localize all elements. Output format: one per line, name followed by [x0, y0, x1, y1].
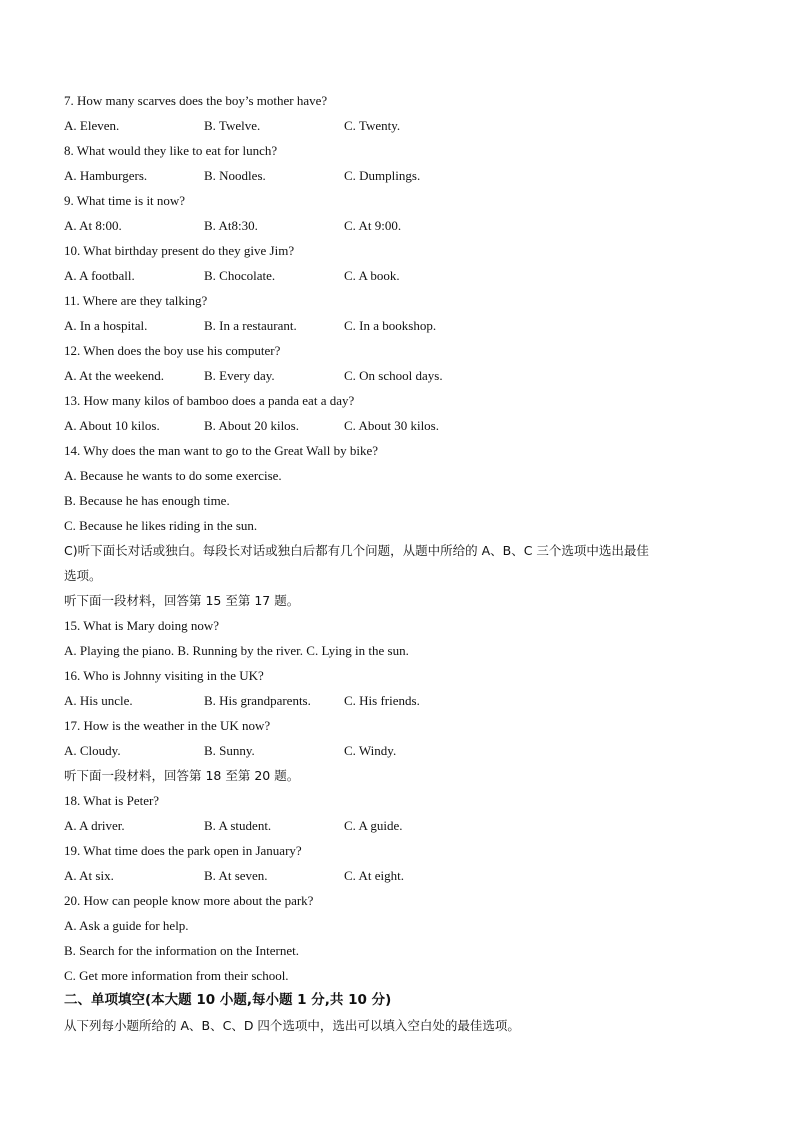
instruction-text: 听下面一段材料，回答第 18 至第 20 题。 [64, 768, 300, 783]
answer-option: C. A book. [344, 268, 400, 283]
answer-options [64, 113, 744, 138]
question-text: 12. When does the boy use his computer? [64, 343, 281, 358]
answer-option: B. A student. [204, 818, 272, 833]
answer-option: C. Windy. [344, 743, 397, 758]
answer-options [64, 863, 744, 888]
answer-option: B. Every day. [204, 368, 275, 383]
answer-option: C. Twenty. [344, 118, 401, 133]
question-text: 7. How many scarves does the boy’s mother have? [64, 93, 328, 108]
question-text: 20. How can people know more about the park? [64, 893, 314, 908]
answer-option: A. At six. [64, 868, 114, 883]
answer-option-line: C. Because he likes riding in the sun. [64, 518, 258, 533]
answer-option-line: A. Because he wants to do some exercise. [64, 468, 282, 483]
answer-options [64, 213, 744, 238]
answer-option: A. At 8:00. [64, 218, 122, 233]
question-text: 16. Who is Johnny visiting in the UK? [64, 668, 264, 683]
answer-options [64, 263, 744, 288]
answer-option: C. In a bookshop. [344, 318, 437, 333]
answer-option: A. About 10 kilos. [64, 418, 160, 433]
answer-option: C. Dumplings. [344, 168, 421, 183]
answer-option-line: A. Playing the piano. B. Running by the river. C. Lying in the sun. [64, 643, 409, 658]
answer-options [64, 738, 744, 763]
answer-option-line: C. Get more information from their school. [64, 968, 289, 983]
answer-options [64, 413, 744, 438]
answer-options [64, 163, 744, 188]
answer-option: C. A guide. [344, 818, 403, 833]
answer-option: B. In a restaurant. [204, 318, 297, 333]
answer-option: B. At seven. [204, 868, 268, 883]
instruction-text: 选项。 [64, 568, 102, 583]
answer-option: A. Hamburgers. [64, 168, 148, 183]
answer-option: A. His uncle. [64, 693, 133, 708]
answer-option-line: B. Search for the information on the Internet. [64, 943, 300, 958]
answer-option: B. About 20 kilos. [204, 418, 299, 433]
answer-option: A. A football. [64, 268, 135, 283]
answer-option-line: B. Because he has enough time. [64, 493, 230, 508]
exam-page [64, 88, 744, 1038]
question-text: 13. How many kilos of bamboo does a panda eat a day? [64, 393, 355, 408]
answer-options [64, 813, 744, 838]
answer-options [64, 688, 744, 713]
question-text: 17. How is the weather in the UK now? [64, 718, 271, 733]
answer-options [64, 313, 744, 338]
question-text: 15. What is Mary doing now? [64, 618, 220, 633]
answer-option: C. At eight. [344, 868, 404, 883]
answer-option: B. Noodles. [204, 168, 266, 183]
answer-option: C. On school days. [344, 368, 443, 383]
question-text: 8. What would they like to eat for lunch? [64, 143, 278, 158]
answer-option: C. His friends. [344, 693, 420, 708]
answer-option: A. Eleven. [64, 118, 120, 133]
answer-option: A. At the weekend. [64, 368, 165, 383]
instruction-text: 听下面一段材料，回答第 15 至第 17 题。 [64, 593, 300, 608]
answer-option: A. In a hospital. [64, 318, 148, 333]
answer-options [64, 363, 744, 388]
question-text: 11. Where are they talking? [64, 293, 208, 308]
question-text: 9. What time is it now? [64, 193, 186, 208]
answer-option: A. Cloudy. [64, 743, 121, 758]
answer-option: B. Chocolate. [204, 268, 276, 283]
instruction-text: C)听下面长对话或独白。每段长对话或独白后都有几个问题，从题中所给的 A、B、C 三个选项中选出最佳 [64, 543, 649, 558]
answer-option: B. At8:30. [204, 218, 258, 233]
question-text: 10. What birthday present do they give Jim? [64, 243, 295, 258]
answer-option: B. His grandparents. [204, 693, 311, 708]
question-text: 18. What is Peter? [64, 793, 160, 808]
question-text: 19. What time does the park open in January? [64, 843, 302, 858]
instruction-text: 从下列每小题所给的 A、B、C、D 四个选项中，选出可以填入空白处的最佳选项。 [64, 1018, 520, 1033]
answer-option: C. About 30 kilos. [344, 418, 439, 433]
answer-option: C. At 9:00. [344, 218, 402, 233]
question-text: 14. Why does the man want to go to the Great Wall by bike? [64, 443, 379, 458]
answer-option: B. Twelve. [204, 118, 261, 133]
answer-option: A. A driver. [64, 818, 125, 833]
section-heading: 二、单项填空(本大题 10 小题,每小题 1 分,共 10 分) [64, 992, 392, 1008]
answer-option-line: A. Ask a guide for help. [64, 918, 189, 933]
answer-option: B. Sunny. [204, 743, 255, 758]
